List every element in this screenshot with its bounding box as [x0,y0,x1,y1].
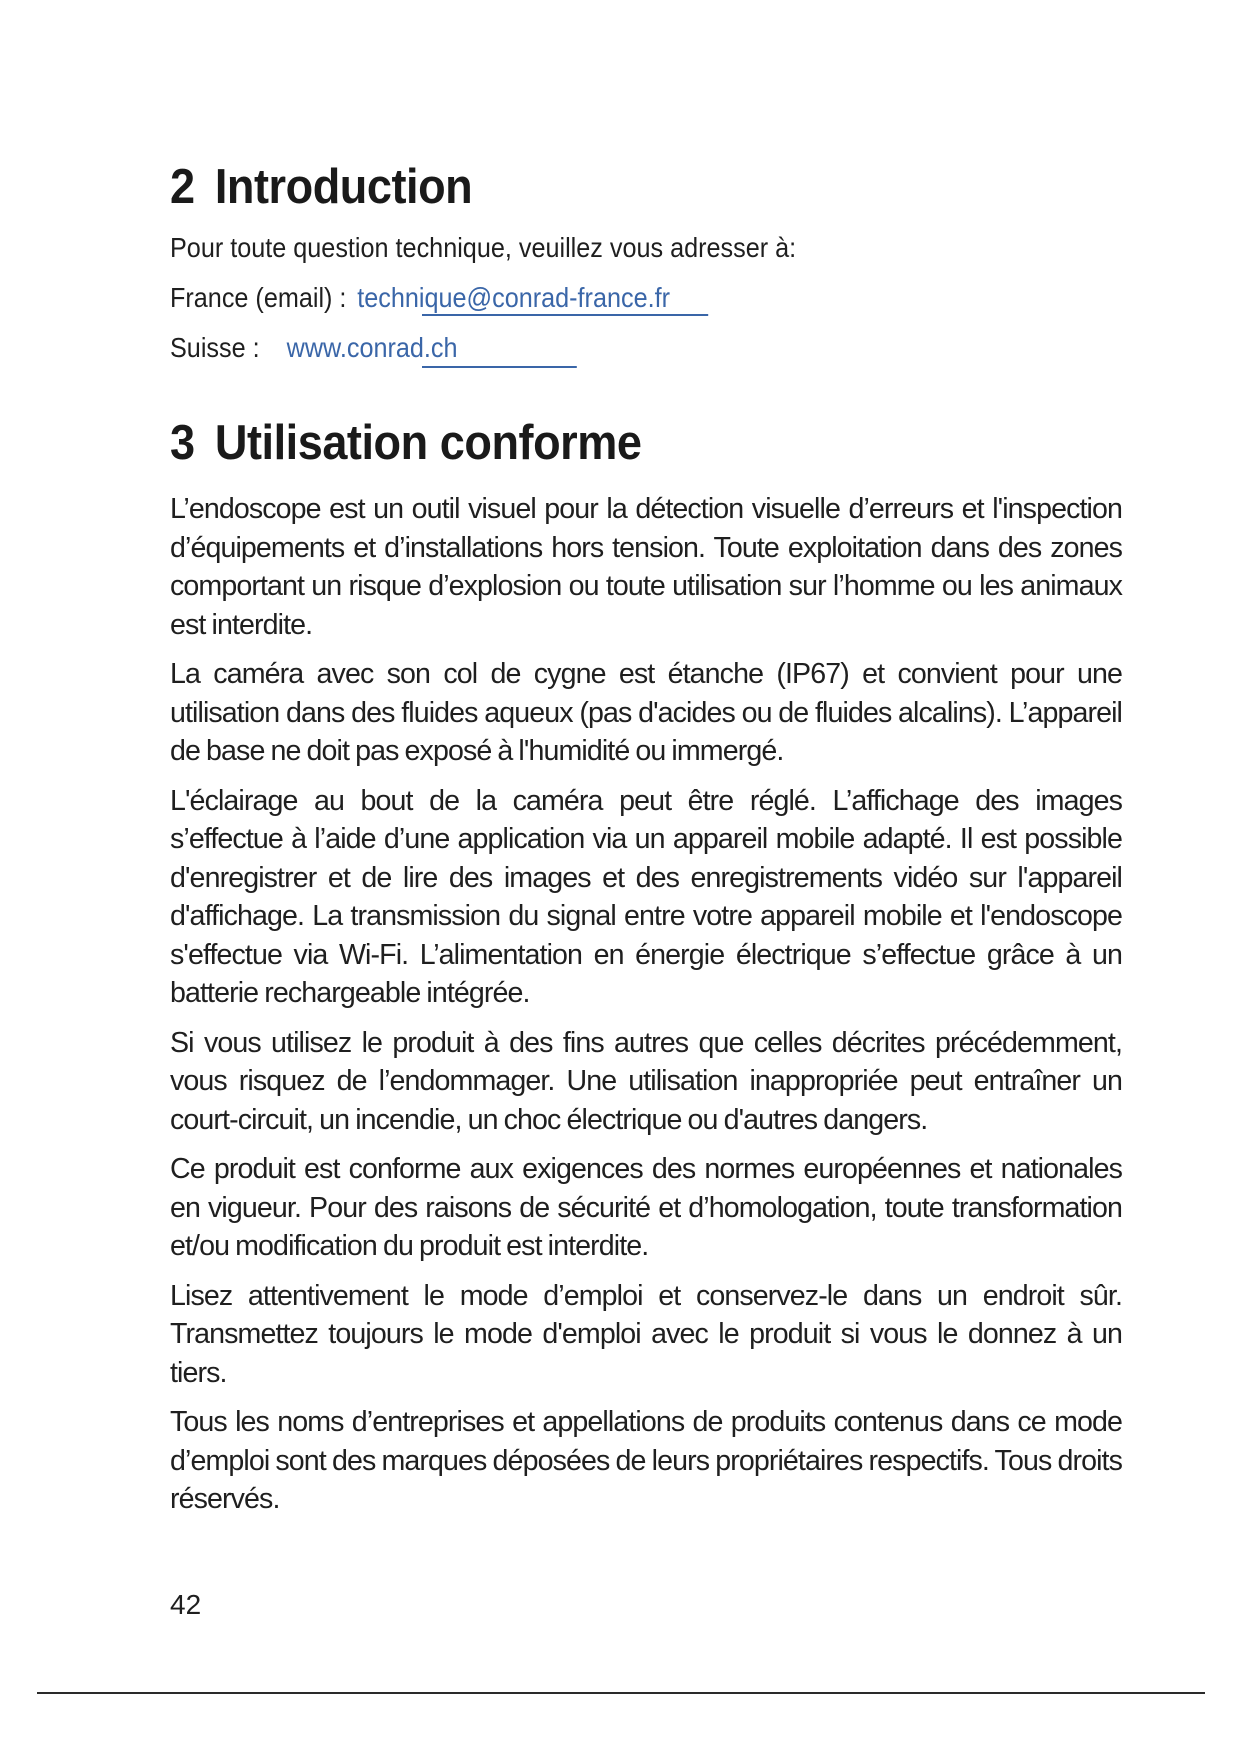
web-underline [422,366,577,368]
contact-france [170,280,1027,316]
suisse-web-link[interactable]: www.conrad.ch [286,332,458,363]
heading-number: 3 [170,416,195,470]
heading-introduction [170,158,1046,216]
paragraph-4: Si vous utilisez le produit à des fins autres que celles décrites précédemment, vous risquez de l’endommager. Une utilisation inappropriée peut entraîner un court-circuit, un incendie, un choc électrique ou d'autres dangers. [170,1026,1122,1136]
heading-number: 2 [170,160,195,214]
page-number: 42 [170,1589,202,1620]
contact-suisse [170,330,1027,366]
paragraph-5: Ce produit est conforme aux exigences des normes européennes et nationales en vigueur. Pour des raisons de sécurité et d’homologation, toute transformation et/ou modification du produit est interdite. [170,1153,1122,1262]
paragraph-7: Tous les noms d’entreprises et appellations de produits contenus dans ce mode d’emploi sont des marques déposées de leurs propriétaires respectifs. Tous droits réservés. [170,1406,1122,1515]
page-content [170,158,1122,1530]
heading-title: Utilisation conforme [214,416,642,470]
footer-divider [37,1692,1205,1694]
suisse-label: Suisse : [170,332,260,363]
email-underline [422,314,708,316]
france-email-link[interactable]: technique@conrad-france.fr [357,282,670,313]
paragraph-1: L’endoscope est un outil visuel pour la détection visuelle d’erreurs et l'inspection d’équipements et d’installations hors tension. Toute exploitation dans des zones comportant un risque d’explosion ou toute utilisation sur l’homme ou les animaux est interdite. [170,493,1122,641]
contact-prompt: Pour toute question technique, veuillez vous adresser à: [170,232,797,263]
paragraph-2: La caméra avec son col de cygne est étanche (IP67) et convient pour une utilisation dans des fluides aqueux (pas d'acides ou de fluides alcalins). L’appareil de base ne doit pas exposé à l'humidité ou immergé. [170,658,1122,767]
heading-utilisation-conforme [170,414,1046,472]
heading-title: Introduction [214,160,473,214]
paragraph-6: Lisez attentivement le mode d’emploi et conservez-le dans un endroit sûr. Transmettez toujours le mode d'emploi avec le produit si vous le donnez à un tiers. [170,1279,1122,1389]
france-label: France (email) : [170,282,347,313]
paragraph-3: L'éclairage au bout de la caméra peut être réglé. L’affichage des images s’effectue à l’aide d’une application via un appareil mobile adapté. Il est possible d'enregistrer et de lire des images et des enregistrements vidéo sur l'appareil d'affichage. La transmission du signal entre votre appareil mobile et l'endoscope s'effectue via Wi-Fi. L’alimentation en énergie électrique s’effectue grâce à un batterie rechargeable intégrée. [170,784,1122,1009]
